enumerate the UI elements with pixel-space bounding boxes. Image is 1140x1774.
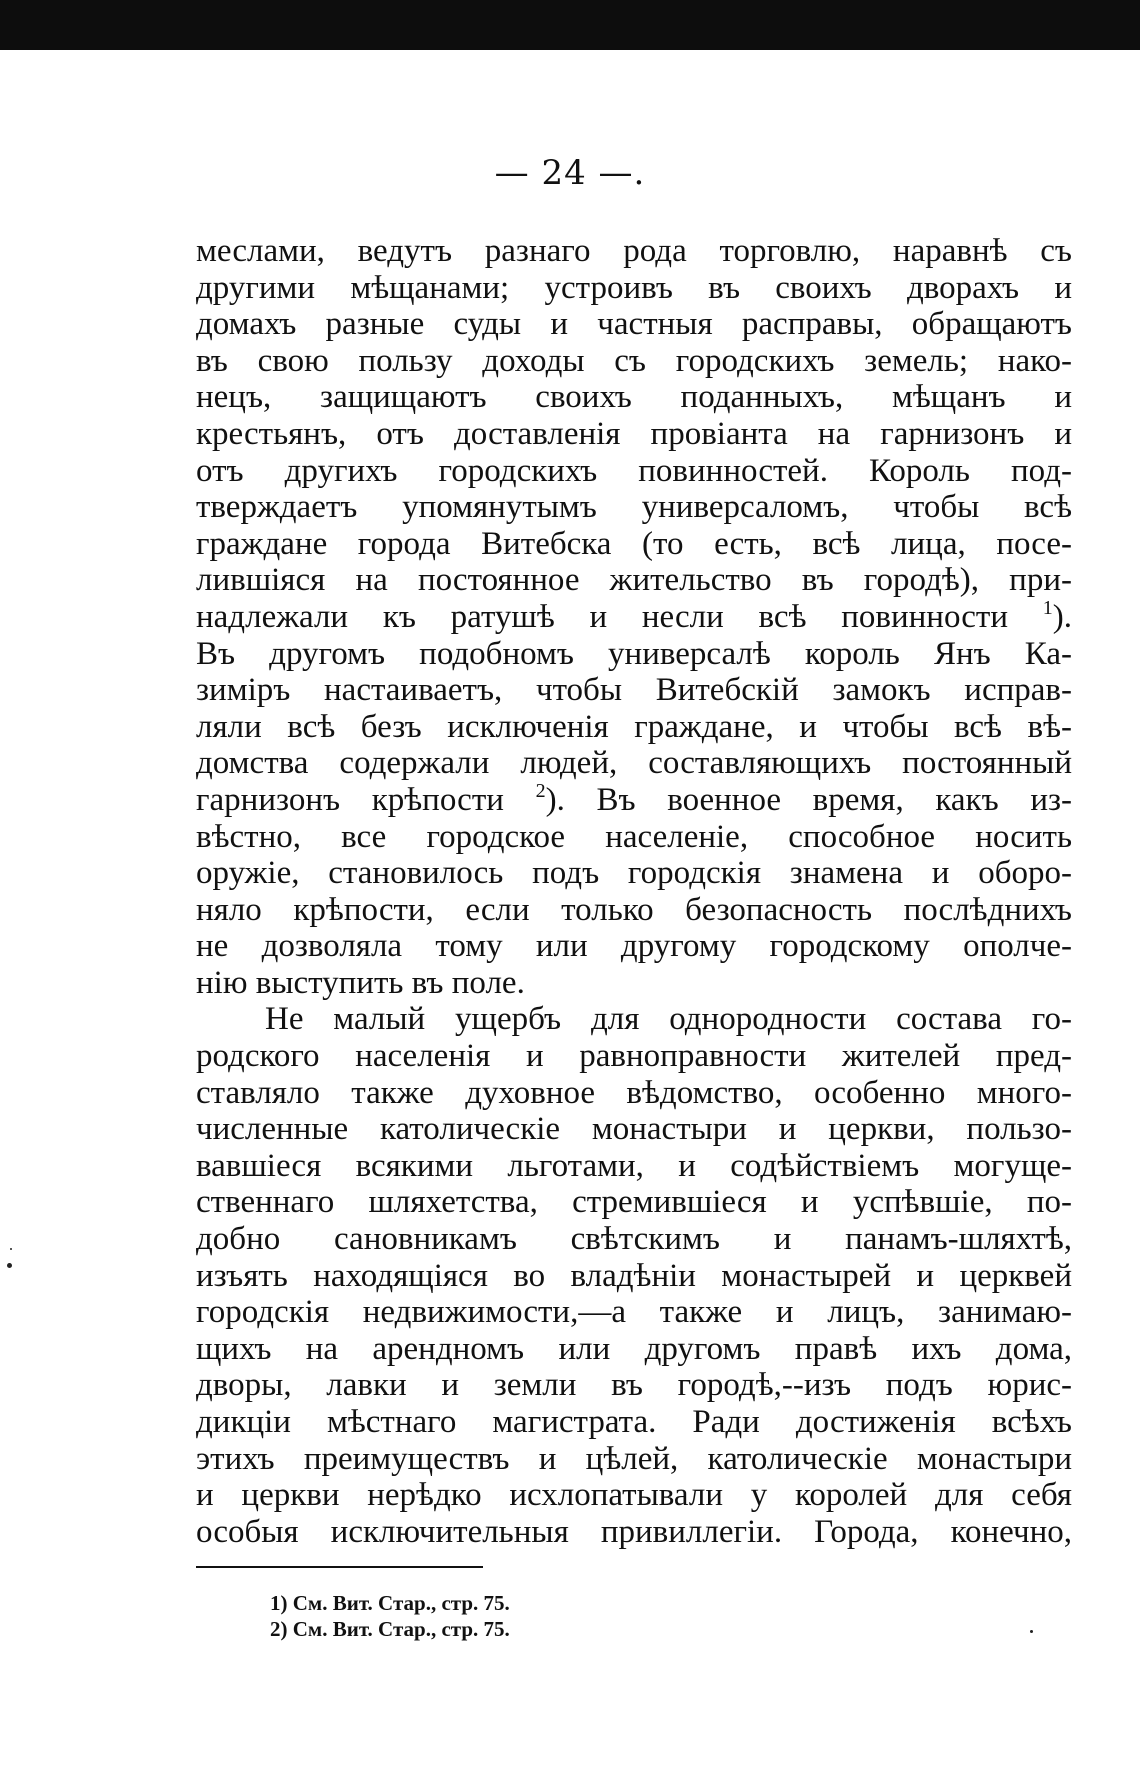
text-line-footnote-2 [196, 779, 1073, 819]
text-line: Въ другомъ подобномъ универсалѣ король Янъ Ка- [196, 635, 1072, 672]
footnotes [270, 1590, 510, 1642]
paragraph-start-line: Не малый ущербъ для однородности состава го- [265, 1001, 1072, 1038]
text-line: изъять находящіяся во владѣніи монастырей и церквей [196, 1257, 1072, 1294]
scan-speck [10, 1248, 12, 1250]
text-line: городскія недвижимости,—а также и лицъ, занимаю- [196, 1294, 1072, 1331]
text-line: нецъ, защищаютъ своихъ поданныхъ, мѣщанъ и [196, 379, 1072, 416]
text-line: ляли всѣ безъ исключенія граждане, и чтобы всѣ вѣ- [196, 708, 1072, 745]
text-line: щихъ на арендномъ или другомъ правѣ ихъ дома, [196, 1330, 1072, 1367]
footnote-ref-2[interactable]: 2 [535, 779, 546, 802]
text-segment: надлежали къ ратушѣ и несли всѣ повинности [196, 598, 1009, 635]
text-line: лившіяся на постоянное жительство въ городѣ), при- [196, 562, 1072, 599]
text-line: вѣстно, все городское населеніе, способное носить [196, 818, 1072, 855]
text-line: другими мѣщанами; устроивъ въ своихъ дворахъ и [196, 269, 1072, 306]
text-line: ственнаго шляхетства, стремившіеся и успѣвшіе, по- [196, 1184, 1072, 1221]
text-line: дикціи мѣстнаго магистрата. Ради достиженія всѣхъ [196, 1404, 1072, 1440]
page-number: — 24 —. [494, 153, 646, 193]
text-line: граждане города Витебска (то есть, всѣ лица, посе- [196, 525, 1072, 562]
text-line: добно сановникамъ свѣтскимъ и панамъ-шляхтѣ, [196, 1221, 1072, 1258]
text-line: ставляло также духовное вѣдомство, особенно много- [196, 1074, 1072, 1111]
text-segment: ). [1052, 598, 1073, 635]
text-line: родского населенія и равноправности жителей пред- [196, 1038, 1072, 1075]
text-line: не дозволяла тому или другому городскому ополче- [196, 928, 1072, 965]
text-line: и церкви нерѣдко исхлопатывали у королей для себя [196, 1477, 1072, 1514]
text-line: крестьянъ, отъ доставленія провіанта на гарнизонъ и [196, 415, 1072, 452]
text-line: домства содержали людей, составляющихъ постоянный [196, 745, 1072, 782]
text-line: особыя исключительныя привиллегіи. Города, конечно, [196, 1513, 1072, 1550]
text-segment: гарнизонъ крѣпости [196, 781, 504, 818]
text-line: тверждаетъ упомянутымъ универсаломъ, чтобы всѣ [196, 489, 1072, 526]
body-text [196, 233, 1072, 1550]
text-line: этихъ преимуществъ и цѣлей, католическіе монастыри [196, 1440, 1072, 1477]
text-line: домахъ разные суды и частныя расправы, обращаютъ [196, 306, 1072, 343]
footnote-1: 1) См. Вит. Стар., стр. 75. [270, 1591, 510, 1615]
text-line: вавшіеся всякими льготами, и содѣйствіемъ могуще- [196, 1147, 1072, 1184]
text-line: численные католическіе монастыри и церкви, пользо- [196, 1111, 1072, 1148]
text-line: оружіе, становилось подъ городскія знамена и оборо- [196, 855, 1072, 892]
text-line: въ свою пользу доходы съ городскихъ земель; нако- [196, 342, 1072, 379]
text-segment: ). Въ военное время, какъ из- [545, 781, 1073, 818]
text-line-footnote-1 [196, 596, 1073, 636]
scan-top-band [0, 0, 1140, 50]
text-line: отъ другихъ городскихъ повинностей. Король под- [196, 452, 1072, 489]
text-line: дворы, лавки и земли въ городѣ,--изъ подъ юрис- [196, 1367, 1072, 1404]
text-line: нію выступить въ поле. [196, 964, 525, 1001]
text-line: меслами, ведутъ разнаго рода торговлю, наравнѣ съ [196, 233, 1072, 269]
footnote-separator [196, 1566, 483, 1568]
scan-speck [7, 1263, 12, 1268]
footnote-2: 2) См. Вит. Стар., стр. 75. [270, 1617, 510, 1641]
text-line: зиміръ настаиваетъ, чтобы Витебскій замокъ исправ- [196, 672, 1072, 709]
scan-speck [1030, 1630, 1033, 1633]
text-line: няло крѣпости, если только безопасность послѣднихъ [196, 891, 1072, 928]
footnote-ref-1[interactable]: 1 [1042, 596, 1053, 619]
